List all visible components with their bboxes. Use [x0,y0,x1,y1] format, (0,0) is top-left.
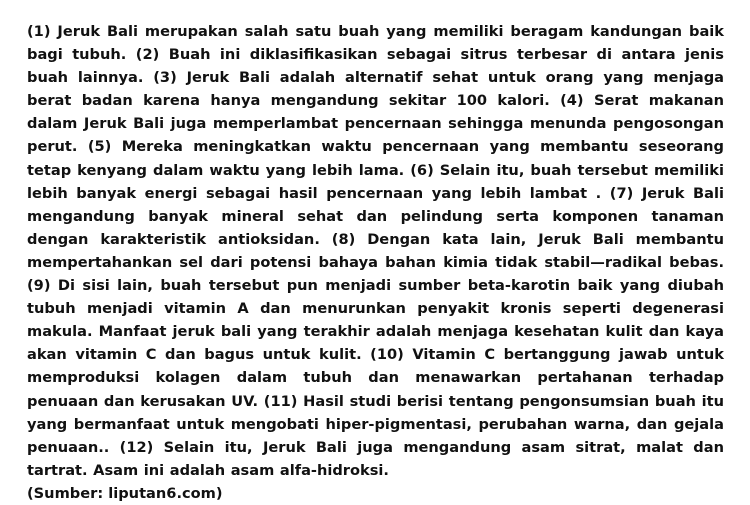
source-citation: (Sumber: liputan6.com) [27,484,223,502]
article-paragraph: (1) Jeruk Bali merupakan salah satu buah yang memiliki beragam kandungan baik bagi tubuh. (2) Buah ini diklasifikasikan sebagai sitrus terbesar di antara jenis buah lainnya. (3) Jeruk Bali adalah alternatif sehat untuk orang yang menjaga berat badan karena hanya mengandung sekitar 100 kalori. (4) Serat makanan dalam Jeruk Bali juga memperlambat pencernaan sehingga menunda pengosongan perut. (5) Mereka meningkatkan waktu pencernaan yang membantu seseorang tetap kenyang dalam waktu yang lebih lama. (6) Selain itu, buah tersebut memiliki lebih banyak energi sebagai hasil pencernaan yang lebih lambat . (7) Jeruk Bali mengandung banyak mineral sehat dan pelindung serta komponen tanaman dengan karakteristik antioksidan. (8) Dengan kata lain, Jeruk Bali membantu mempertahankan sel dari potensi bahaya bahan kimia tidak stabil—radikal bebas. (9) Di sisi lain, buah tersebut pun menjadi sumber beta-karotin baik yang diubah tubuh menjadi vitamin A dan menurunkan penyakit kronis seperti degenerasi makula. Manfaat jeruk bali yang terakhir adalah menjaga kesehatan kulit dan kaya akan vitamin C dan bagus untuk kulit. (10) Vitamin C bertanggung jawab untuk memproduksi kolagen dalam tubuh dan menawarkan pertahanan terhadap penuaan dan kerusakan UV. (11) Hasil studi berisi tentang pengonsumsian buah itu yang bermanfaat untuk mengobati hiper-pigmentasi, perubahan warna, dan gejala penuaan.. (12) Selain itu, Jeruk Bali juga mengandung asam sitrat, malat dan tartrat. Asam ini adalah asam alfa-hidroksi. [27,23,724,479]
document-body [27,20,724,505]
